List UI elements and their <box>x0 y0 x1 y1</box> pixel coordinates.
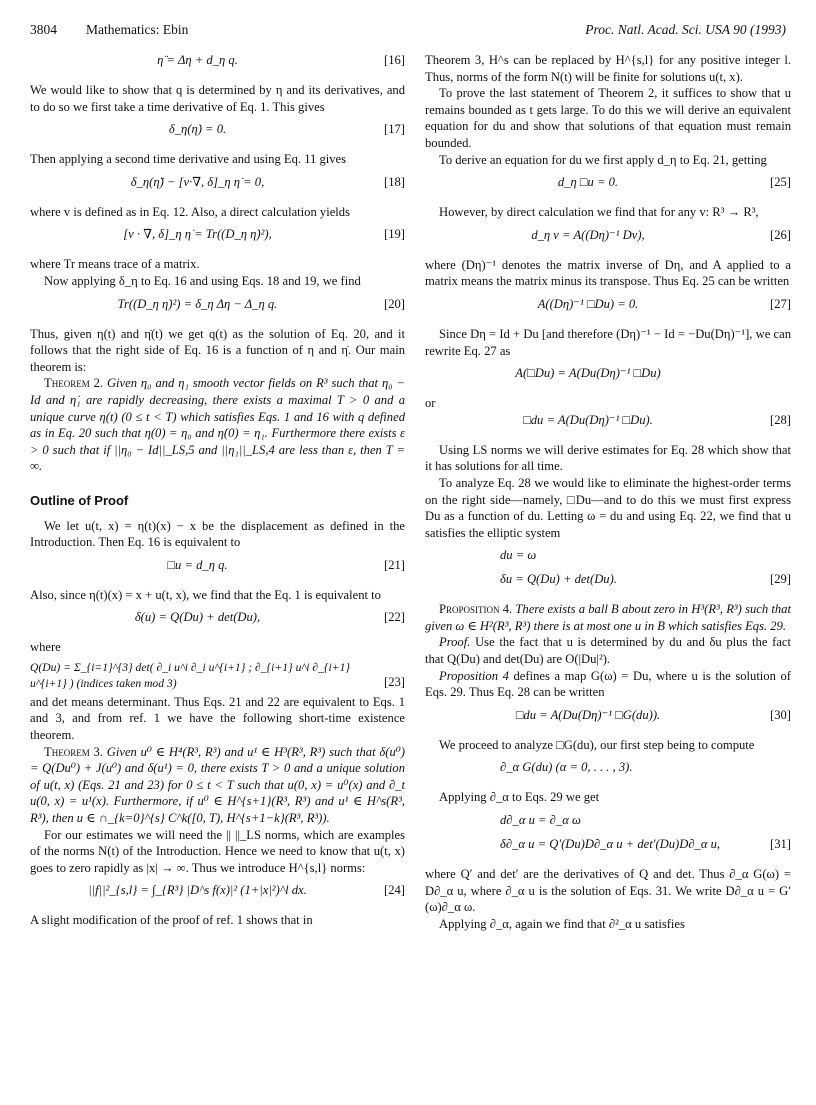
paragraph: where Q′ and det′ are the derivatives of Q and det. Thus ∂_α G(ω) = D∂_α u, where ∂_α u is the solution of Eqs. 31. We write D∂_α u = G′(ω)∂_α ω. <box>425 867 791 915</box>
paragraph: Thus, given η(t) and η̇(t) we get q(t) as the solution of Eq. 20, and it follows that the right side of Eq. 16 is a function of η and η̇. Our main theorem is: <box>30 326 405 374</box>
equation-22: δ(u) = Q(Du) + det(Du), [22] <box>134 610 405 625</box>
paragraph: or <box>425 396 436 411</box>
paragraph: To analyze Eq. 28 we would like to eliminate the highest-order terms on the right side—namely, □Du—and to do this we must first express Du as a function of du. Letting ω = du and using Eq. 22, we find that u satisfies the elliptic system <box>425 475 791 540</box>
paragraph: Then applying a second time derivative and using Eq. 11 gives <box>30 152 347 167</box>
equation-28: □du = A(Du(Dη)⁻¹ □Du). [28] <box>523 412 791 427</box>
paragraph: where <box>30 640 61 655</box>
paragraph: However, by direct calculation we find that for any v: R³ → R³, <box>439 205 759 220</box>
page-number: 3804 <box>30 22 57 37</box>
equation-30: □du = A(Du(Dη)⁻¹ □G(du)). [30] <box>515 707 791 722</box>
equation-25: d_η □u = 0. [25] <box>557 175 791 190</box>
paragraph: where (Dη)⁻¹ denotes the matrix inverse of Dη, and A applied to a matrix means the matrix minus its transpose. Thus Eq. 25 can be written <box>425 257 791 289</box>
journal-citation: Proc. Natl. Acad. Sci. USA 90 (1993) <box>585 22 786 37</box>
equation-27: A((Dη)⁻¹ □Du) = 0. [27] <box>537 296 791 311</box>
equation-20: Tr((D_η η̇)²) = δ_η Δη − Δ_η q. [20] <box>117 296 405 311</box>
left-column <box>30 52 405 929</box>
paragraph: Using LS norms we will derive estimates for Eq. 28 which show that it has solutions for all time. <box>425 442 791 474</box>
section-title: Mathematics: Ebin <box>86 22 189 37</box>
paragraph: and det means determinant. Thus Eqs. 21 and 22 are equivalent to Eqs. 1 and 3, and from ref. 1 we have the following short-time existence theorem. <box>30 694 405 743</box>
equation-alpha: ∂_α G(du) (α = 0, . . . , 3). <box>500 760 633 775</box>
paragraph: A slight modification of the proof of ref. 1 shows that in <box>30 913 313 928</box>
paragraph: To derive an equation for du we first apply d_η to Eq. 21, getting <box>439 152 767 167</box>
paragraph: For our estimates we will need the || ||_LS norms, which are examples of the norms N(t) of the Introduction. Hence we need to know that u(t, x) goes to zero rapidly as |x| → ∞. Thus we introduce H^{s,l} norms: <box>30 827 405 875</box>
paragraph: We proceed to analyze □G(du), our first step being to compute <box>439 737 755 752</box>
equation-29b: δu = Q(Du) + det(Du). [29] <box>500 572 791 587</box>
equation-16: η̈ = Δη + d_η q. [16] <box>157 53 405 67</box>
equation-21: □u = d_η q. [21] <box>167 557 405 572</box>
theorem-3: Theorem 3. Given u⁰ ∈ H⁴(R³, R³) and u¹ ∈ H³(R³, R³) such that δ(u⁰) = Q(Du⁰) + J(u⁰) and δ(u¹) = 0, there exists T > 0 and a unique solution of u(t, x) (Eqs. 21 and 23) for 0 ≤ t < T such that u(0, x) = u⁰(x) and ∂_t u(0, x) = u¹(x). Furthermore, if u⁰ ∈ H^{s+1}(R³, R³) and u¹ ∈ H^s(R³, R³), then u ∈ ∩_{k=0}^{s} C^k([0, T), H^{s+1−k}(R³, R³)). <box>30 744 405 826</box>
equation-26: d_η v = A((Dη)⁻¹ Dv), [26] <box>531 227 791 242</box>
equation-27b: A(□Du) = A(Du(Dη)⁻¹ □Du) <box>515 366 661 381</box>
paragraph: To prove the last statement of Theorem 2, it suffices to show that u remains bounded as t gets large. To do this we will derive an equivalent equation for du and show that solutions of that equation must remain bounded. <box>425 86 791 150</box>
equation-17: δ_η(η̇) = 0. [17] <box>168 122 405 137</box>
equation-18: δ_η(η̈) − [v·∇, δ]_η η̇ = 0, [18] <box>130 174 405 189</box>
paragraph: where v is defined as in Eq. 12. Also, a direct calculation yields <box>30 204 351 219</box>
equation-31b: δ∂_α u = Q′(Du)D∂_α u + det′(Du)D∂_α u, [31] <box>500 837 791 852</box>
proposition-4: Proposition 4. There exists a ball B about zero in H³(R³, R³) such that given ω ∈ H²(R³, R³) there is at most one u in B which satisfies Eqs. 29. <box>425 602 791 633</box>
equation-23: Q(Du) = Σ_{i=1}^{3} det( ∂_i u^i ∂_i u^{i+1} ; ∂_{i+1} u^i ∂_{i+1} u^{i+1} ) (indices taken mod 3) [23] <box>30 660 405 691</box>
equation-31a: d∂_α u = ∂_α ω <box>500 813 581 828</box>
paragraph: Theorem 3, H^s can be replaced by H^{s,l} for any positive integer l. Thus, norms of the form N(t) will be finite for solutions u(t, x). <box>425 53 791 84</box>
theorem-2: Theorem 2. Given η₀ and η₁ smooth vector fields on R³ such that η₀ − Id and η̇₁ are rapidly decreasing, there exists a maximal T > 0 and a unique curve η(t) (0 ≤ t < T) which satisfies Eqs. 1 and 16 with q defined as in Eq. 20 such that η(0) = η₀ and η̇(0) = η₁. Furthermore there exists ε > 0 such that if ||η₀ − Id||_LS,5 and ||η₁||_LS,4 are less than ε, then T = ∞. <box>30 376 405 474</box>
section-heading: Outline of Proof <box>30 492 129 508</box>
paragraph: Proposition 4 defines a map G(ω) = Du, where u is the solution of Eqs. 29. Thus Eq. 28 can be written <box>425 668 791 700</box>
equation-29a: du = ω <box>500 548 537 563</box>
paragraph: Applying ∂_α to Eqs. 29 we get <box>439 790 600 805</box>
right-column <box>425 52 791 932</box>
paragraph: where Tr means trace of a matrix. <box>30 257 200 272</box>
paragraph: We would like to show that q is determined by η and its derivatives, and to do so we first take a time derivative of Eq. 1. This gives <box>30 83 405 114</box>
paragraph: Also, since η(t)(x) = x + u(t, x), we find that the Eq. 1 is equivalent to <box>30 587 381 602</box>
equation-24: ||f||²_{s,l} = ∫_{R³} |D^s f(x)|² (1+|x|²)^l dx. [24] <box>88 883 405 898</box>
proof: Proof. Use the fact that u is determined by du and δu plus the fact that Q(Du) and det(Du) are O(|Du|²). <box>425 635 791 667</box>
paragraph: We let u(t, x) = η(t)(x) − x be the displacement as defined in the Introduction. Then Eq. 16 is equivalent to <box>30 518 405 550</box>
paragraph: Now applying δ_η to Eq. 16 and using Eqs. 18 and 19, we find <box>44 273 361 288</box>
page-header <box>30 22 786 42</box>
paragraph: Since Dη = Id + Du [and therefore (Dη)⁻¹ − Id = −Du(Dη)⁻¹], we can rewrite Eq. 27 as <box>425 326 791 358</box>
equation-19: [v · ∇, δ]_η η̇ = Tr((D_η η̇)²), [19] <box>123 227 405 242</box>
paragraph: Applying ∂_α, again we find that ∂²_α u satisfies <box>439 916 685 931</box>
